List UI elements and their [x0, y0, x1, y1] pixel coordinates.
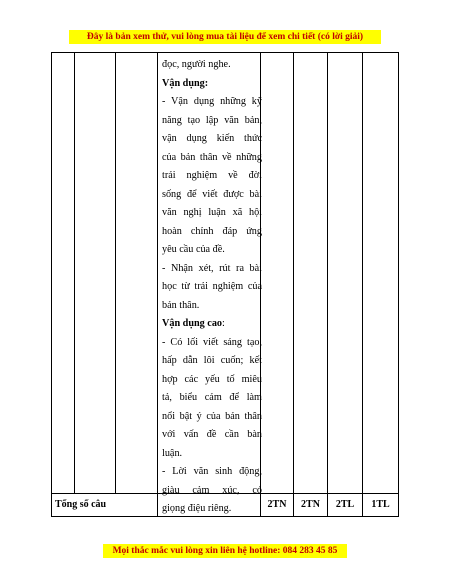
text-line: hợp các yếu tố miêu: [162, 373, 262, 385]
total-value: 2TN: [301, 499, 320, 510]
text-line: bản thân.: [162, 299, 200, 311]
text-line: của bản thân về những: [162, 151, 262, 163]
text-line: văn nghị luận xã hội: [162, 207, 262, 218]
preview-banner: Đây là bản xem thử, vui lòng mua tài liệu để xem chi tiết (có lời giải): [69, 30, 381, 44]
text-line: hoàn chỉnh đáp ứng: [162, 225, 262, 237]
text-line: luận.: [162, 447, 183, 459]
text-line: yêu cầu của đề.: [162, 244, 225, 255]
total-value: 1TL: [371, 499, 390, 510]
text-line: nổi bật ý của bản thân: [162, 410, 262, 422]
table-cell: [115, 52, 158, 494]
text-line: hấp dẫn lôi cuốn; kết: [162, 355, 262, 366]
text-line: năng tạo lập văn bản,: [162, 114, 262, 126]
text-line: với vấn đề cần bàn: [162, 429, 262, 440]
section-heading-van-dung: Vận dụng:: [162, 77, 209, 89]
text-line: sống để viết được bài: [162, 188, 262, 200]
text-line: - Vận dụng những kỹ: [162, 96, 262, 107]
text-line: đọc, người nghe.: [162, 59, 231, 70]
text-line: - Lời văn sinh động,: [162, 466, 262, 477]
text-line: giàu cảm xúc, có: [162, 484, 262, 496]
text-line: giọng điệu riêng.: [162, 503, 232, 514]
total-value: 2TL: [335, 499, 355, 510]
total-row-label: Tổng số câu: [55, 499, 107, 510]
table-cell: [327, 52, 363, 494]
table-cell: [51, 52, 75, 494]
table-cell: [260, 52, 294, 494]
table-cell: [362, 52, 399, 494]
text-line: trải nghiệm về đời: [162, 170, 262, 181]
table-cell: [293, 52, 328, 494]
text-line: tả, biểu cảm để làm: [162, 392, 262, 403]
text-line: - Nhận xét, rút ra bài: [162, 262, 262, 274]
total-value: 2TN: [267, 499, 287, 510]
text-line: - Có lối viết sáng tạo,: [162, 336, 262, 348]
objective-description: [162, 56, 262, 519]
text-line: học từ trải nghiệm của: [162, 281, 262, 292]
section-heading-van-dung-cao: Vận dụng cao:: [162, 318, 225, 329]
hotline-banner: Mọi thắc mắc vui lòng xin liên hệ hotline: 084 283 45 85: [103, 544, 347, 558]
text-line: vận dụng kiến thức: [162, 133, 262, 144]
table-cell: [74, 52, 116, 494]
